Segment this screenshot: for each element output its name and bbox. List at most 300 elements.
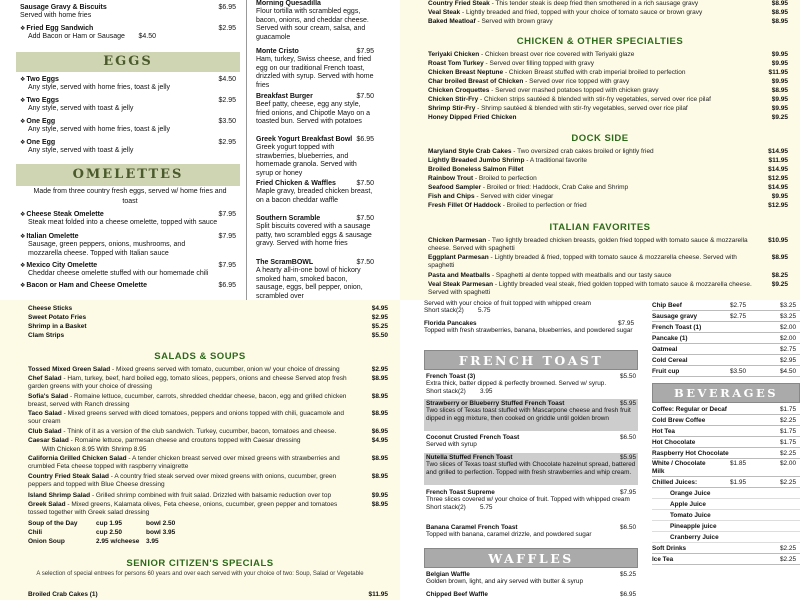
item-price: $5.50 <box>620 373 636 380</box>
item-desc: Flour tortilla with scrambled eggs, bacon, onions, and cheddar cheese. Served with sour cream, salsa, and guacamole <box>256 8 369 41</box>
item-name: Raspberry Hot Chocolate <box>652 450 729 457</box>
item-price: $7.95 <box>218 262 236 269</box>
diamond-icon: ❖ <box>20 119 26 125</box>
waffles-banner: WAFFLES <box>424 548 638 568</box>
item-desc: Split biscuits covered with a sausage patty, two scrambled eggs & sausage gravy. Served with home fries <box>256 223 372 248</box>
item-price-large: $3.25 <box>780 302 796 309</box>
beverage-row <box>652 554 800 565</box>
menu-item <box>28 323 388 331</box>
soup-name: Onion Soup <box>28 538 65 545</box>
menu-item <box>428 96 788 104</box>
short-stack-label: Short stack(2) <box>426 387 466 395</box>
item-name: Chicken Parmesan <box>428 237 487 244</box>
menu-item <box>28 305 388 313</box>
item-price: $8.95 <box>371 455 388 462</box>
soup-bowl: bowl 3.95 <box>146 529 176 536</box>
item-extra-price: $4.50 <box>138 33 157 41</box>
menu-item <box>424 524 638 539</box>
menu-item <box>28 366 388 374</box>
item-name: Teriyaki Chicken <box>428 51 480 58</box>
menu-item <box>428 9 788 17</box>
short-stack-label: Short stack(2) <box>424 307 464 315</box>
menu-item <box>28 591 388 599</box>
menu-item <box>256 180 374 205</box>
item-name: Italian Omelette <box>26 233 79 240</box>
item-name: Chilled Juices: <box>652 479 698 486</box>
item-name: Greek Yogurt Breakfast Bowl <box>256 136 353 143</box>
beverage-row <box>652 543 800 554</box>
item-price: $6.50 <box>620 524 636 531</box>
juice-item: Tomato Juice <box>652 510 800 521</box>
item-name: Taco Salad <box>28 410 62 417</box>
item-price: $8.95 <box>771 87 788 94</box>
item-price: $6.95 <box>371 428 388 435</box>
item-name: Fish and Chips <box>428 193 475 200</box>
item-name: Fresh Fillet Of Haddock <box>428 202 501 209</box>
soup-name: Chili <box>28 529 43 536</box>
item-desc: Any style, served with toast & jelly <box>28 147 134 155</box>
side-row <box>652 366 800 377</box>
item-desc: - Mixed greens served with diced tomatoes, peppers and onions topped with chili, guacamole and sour cream <box>28 410 345 425</box>
item-desc: - Spaghetti al dente topped with meatballs and our tasty sauce <box>490 272 672 279</box>
item-price: $7.50 <box>356 259 374 266</box>
item-name: Chicken Stir-Fry <box>428 96 479 103</box>
soup-row <box>28 529 388 537</box>
item-name: One Egg <box>26 139 56 146</box>
item-desc: - Served over mashed potatoes topped with chicken gravy <box>489 87 659 94</box>
item-price: $9.25 <box>771 281 788 288</box>
menu-item <box>424 373 638 395</box>
item-price: $4.50 <box>218 76 236 83</box>
item-name: Sofia's Salad <box>28 393 69 400</box>
item-name: French Toast (3) <box>426 373 476 380</box>
menu-item <box>20 262 236 279</box>
short-stack-price: 5.75 <box>480 503 493 511</box>
item-price: $5.25 <box>620 571 636 578</box>
item-name: Banana Caramel French Toast <box>426 524 518 531</box>
menu-item <box>28 455 388 470</box>
menu-item <box>20 282 236 290</box>
item-price-large: $1.75 <box>780 428 796 435</box>
item-desc: Two slices of Texas toast stuffed with Mascarpone cheese and fresh fruit dipped in egg mixture, then cooked on griddle until golden brown <box>426 407 631 422</box>
item-desc: Maple gravy, breaded chicken breast, on a bacon cheddar waffle <box>256 188 373 204</box>
item-name: Coffee: Regular or Decaf <box>652 406 727 413</box>
side-row <box>652 355 800 366</box>
item-price: $8.95 <box>371 410 388 417</box>
item-desc: - Romaine lettuce, cucumber, carrots, shredded cheddar cheese, bacon, egg and grilled chicken breast, served with Ranch dressing <box>28 393 347 408</box>
item-price: $5.95 <box>620 454 636 461</box>
item-name: Monte Cristo <box>256 48 299 55</box>
item-price: $5.25 <box>371 323 388 330</box>
item-price: $7.95 <box>218 233 236 240</box>
beverage-row <box>652 437 800 448</box>
item-desc: Sausage, green peppers, onions, mushrooms, and mozzarella cheese. Topped with Italian sauce <box>28 241 186 257</box>
soup-bowl: 3.95 <box>146 538 159 545</box>
menu-item <box>28 437 388 445</box>
menu-item <box>428 175 788 183</box>
menu-item <box>428 87 788 95</box>
item-price: $6.95 <box>218 282 236 289</box>
menu-item <box>28 332 388 340</box>
soup-row <box>28 520 388 528</box>
item-name: White / Chocolate <box>652 460 706 467</box>
item-name: Florida Pancakes <box>424 320 477 327</box>
item-desc: Any style, served with home fries, toast & jelly <box>28 84 170 92</box>
item-name: Sausage Gravy & Biscuits <box>20 4 107 11</box>
item-desc: Steak meat folded into a cheese omelette, topped with sauce <box>28 219 218 227</box>
menu-item <box>424 434 638 449</box>
item-desc: - A country fried steak served over mixed greens with onions, cucumber, green peppers and topped with Blue Cheese dressing <box>28 473 337 488</box>
item-name: Breakfast Burger <box>256 93 313 100</box>
item-desc: - Two lightly breaded chicken breasts, golden fried topped with tomato sauce & mozzarella cheese. Served with spaghetti <box>428 237 748 252</box>
item-name: Hot Chocolate <box>652 439 696 446</box>
diamond-icon: ❖ <box>20 212 26 218</box>
side-row <box>652 322 800 333</box>
item-name: Fried Egg Sandwich <box>26 25 94 32</box>
item-price: $8.25 <box>771 272 788 279</box>
item-desc: - A traditional favorite <box>524 157 587 164</box>
item-name: Pancake (1) <box>652 335 688 342</box>
dock-side-heading: DOCK SIDE <box>571 133 629 144</box>
soup-cup: 2.95 w/cheese <box>96 538 140 545</box>
item-desc: - A tender chicken breast served over mixed greens with strawberries and crumbled Feta cheese topped with raspberry vinaigrette <box>28 455 340 470</box>
side-row <box>652 344 800 355</box>
menu-item <box>428 78 788 86</box>
menu-item <box>428 193 788 201</box>
item-price: $8.95 <box>771 9 788 16</box>
item-name: Strawberry or Blueberry Stuffed French Toast <box>426 400 565 407</box>
item-price: $3.50 <box>218 118 236 125</box>
item-price-large: $2.00 <box>780 324 796 331</box>
item-price: $8.95 <box>371 473 388 480</box>
item-price-large: $2.25 <box>780 545 796 552</box>
item-price: $8.95 <box>771 254 788 261</box>
juice-item: Cranberry Juice <box>652 532 800 543</box>
item-price: $4.95 <box>371 437 388 444</box>
soup-cup: cup 1.95 <box>96 520 123 527</box>
pancake-top-text <box>424 300 634 315</box>
chicken-heading: CHICKEN & OTHER SPECIALTIES <box>516 36 684 47</box>
item-name: Pasta and Meatballs <box>428 272 491 279</box>
short-stack <box>426 504 636 511</box>
item-name: Shrimp Stir-Fry <box>428 105 476 112</box>
short-stack-label: Short stack(2) <box>426 503 466 511</box>
diamond-icon: ❖ <box>20 283 26 289</box>
menu-item <box>28 410 388 425</box>
item-desc: Served with your choice of fruit topped with whipped cream <box>424 300 591 307</box>
item-desc: - Served with cider vinegar <box>474 193 554 200</box>
item-name: Seafood Sampler <box>428 184 482 191</box>
item-desc: - Mixed greens served with tomato, cucumber, onion w/ your choice of dressing <box>110 366 340 373</box>
menu-item <box>20 233 236 258</box>
item-name: Cold Cereal <box>652 357 688 364</box>
item-name: Chef Salad <box>28 375 62 382</box>
item-price: $8.95 <box>371 501 388 508</box>
item-desc: Extra thick, batter dipped & perfectly browned. Served w/ syrup. <box>426 380 607 388</box>
item-price-large: $2.00 <box>780 460 796 467</box>
item-desc: - Served over rice topped with gravy <box>523 78 630 85</box>
item-name: Morning Quesadilla <box>256 0 321 7</box>
item-desc: - Chicken strips sautéed & blended with stir-fry vegetables, served over rice pilaf <box>478 96 711 103</box>
item-desc: - Ham, turkey, beef, hard boiled egg, tomato slices, peppers, onions and cheese Served atop fresh garden greens with your choice of dressing <box>28 375 347 390</box>
item-price: $2.95 <box>218 97 236 104</box>
short-stack-price: 5.75 <box>478 307 491 315</box>
item-price-large: $4.50 <box>780 368 796 375</box>
item-name: Veal Steak Parmesan <box>428 281 494 288</box>
menu-item <box>28 501 388 516</box>
item-price-large: $2.25 <box>780 450 796 457</box>
menu-item <box>428 69 788 77</box>
dinner-panel <box>400 0 800 300</box>
breakfast-panel <box>0 0 400 300</box>
item-price: $9.95 <box>771 193 788 200</box>
item-price: $14.95 <box>768 166 788 173</box>
item-name: Chicken Breast Neptune <box>428 69 504 76</box>
item-price: $7.50 <box>356 180 374 187</box>
item-price: $9.95 <box>771 51 788 58</box>
item-name: Island Shrimp Salad <box>28 492 91 499</box>
menu-item <box>428 184 788 192</box>
item-name: Two Eggs <box>26 76 59 83</box>
item-name: Broiled Boneless Salmon Fillet <box>428 166 524 173</box>
item-price: $14.95 <box>768 148 788 155</box>
item-price-small: $1.85 <box>730 460 746 467</box>
menu-item <box>20 118 236 135</box>
item-price: $11.95 <box>368 591 388 598</box>
diamond-icon: ❖ <box>20 26 26 32</box>
item-name: Roast Tom Turkey <box>428 60 484 67</box>
item-name: Maryland Style Crab Cakes <box>428 148 512 155</box>
item-desc: Beef patty, cheese, egg any style, fried onions, and Chipotle Mayo on a toasted bun. Served with potatoes <box>256 101 371 126</box>
menu-item <box>424 453 638 485</box>
menu-item <box>256 259 374 300</box>
diamond-icon: ❖ <box>20 263 26 269</box>
item-desc: - Think of it as a version of the club sandwich. Turkey, cucumber, bacon, tomatoes and cheese. <box>61 428 337 435</box>
item-price: $10.95 <box>768 237 788 244</box>
item-name: French Toast Supreme <box>426 489 495 496</box>
item-desc: Topped with fresh strawberries, banana, blueberries, and powdered sugar <box>424 327 633 335</box>
menu-item <box>428 60 788 68</box>
short-stack-price: 3.95 <box>480 387 493 395</box>
item-name: Broiled Crab Cakes (1) <box>28 591 98 598</box>
item-name: Chipped Beef Waffle <box>426 591 488 598</box>
item-name: One Egg <box>26 118 56 125</box>
item-name: Bacon or Ham and Cheese Omelette <box>26 282 147 289</box>
item-price: $12.95 <box>768 175 788 182</box>
item-desc-text: Add Bacon or Ham or Sausage <box>28 33 125 41</box>
item-name: Cheese Steak Omelette <box>26 211 104 218</box>
item-name: French Toast (1) <box>652 324 702 331</box>
menu-item <box>428 18 788 26</box>
item-desc: Ham, turkey, Swiss cheese, and fried egg on our traditional French toast, drizzled with syrup. Served with home fries <box>256 56 374 89</box>
item-desc: A hearty all-in-one bowl of hickory smoked ham, smoked bacon, sausage, eggs, bell pepper, onion, scrambled over <box>256 267 363 300</box>
menu-item <box>424 489 638 511</box>
item-price-small: $2.75 <box>730 313 746 320</box>
menu-item <box>428 237 788 252</box>
menu-item <box>428 114 788 122</box>
item-price: $7.50 <box>356 215 374 222</box>
item-name: Country Fried Steak Salad <box>28 473 109 480</box>
diamond-icon: ❖ <box>20 234 26 240</box>
menu-item <box>424 320 634 335</box>
item-desc: - Broiled to perfection <box>473 175 537 182</box>
soup-cup: cup 2.50 <box>96 529 123 536</box>
beverages-banner: BEVERAGES <box>652 383 800 403</box>
item-name: Veal Steak <box>428 9 461 16</box>
item-price-small: $1.95 <box>730 479 746 486</box>
item-name: Mexico City Omelette <box>26 262 98 269</box>
item-desc: - Shrimp sautéed & blended with stir-fry vegetables, served over rice pilaf <box>475 105 688 112</box>
item-name: Ice Tea <box>652 556 674 563</box>
item-price: $5.50 <box>371 332 388 339</box>
item-price: $5.95 <box>620 400 636 407</box>
side-row <box>652 311 800 322</box>
side-row <box>652 333 800 344</box>
item-price: $9.95 <box>771 60 788 67</box>
menu-item <box>20 97 236 114</box>
beverage-row <box>652 404 800 415</box>
item-name: Country Fried Steak <box>428 0 490 7</box>
item-desc: Served with home fries <box>20 12 92 20</box>
menu-item <box>28 314 388 322</box>
item-name: Caesar Salad <box>28 437 69 444</box>
soup-bowl: bowl 2.50 <box>146 520 176 527</box>
menu-item <box>20 25 236 42</box>
item-price: $8.95 <box>371 375 388 382</box>
item-name: Clam Strips <box>28 332 65 339</box>
caesar-options: With Chicken 8.95 With Shrimp 8.95 <box>42 446 147 453</box>
menu-item <box>28 492 388 500</box>
menu-item <box>20 139 236 156</box>
diamond-icon: ❖ <box>20 98 26 104</box>
item-desc: - Lightly breaded & fried, topped with tomato sauce & mozzarella cheese. Served with spaghetti <box>428 254 737 269</box>
item-desc: - Served over filling topped with gravy <box>483 60 594 67</box>
menu-item <box>256 48 374 90</box>
item-price: $9.25 <box>771 114 788 121</box>
diamond-icon: ❖ <box>20 140 26 146</box>
item-price: $7.50 <box>356 93 374 100</box>
item-price-small: $2.75 <box>730 302 746 309</box>
item-desc: - Broiled to perfection or fried <box>500 202 587 209</box>
beverage-row <box>652 477 800 488</box>
menu-item <box>20 4 236 21</box>
item-name: Hot Tea <box>652 428 675 435</box>
item-name: Two Eggs <box>26 97 59 104</box>
item-price-large: $3.25 <box>780 313 796 320</box>
menu-item <box>428 272 788 280</box>
item-name: Tossed Mixed Green Salad <box>28 366 111 373</box>
item-price: $2.95 <box>371 366 388 373</box>
item-price: $11.95 <box>768 69 788 76</box>
item-price-small: $3.50 <box>730 368 746 375</box>
item-desc: - Chicken Breast stuffed with crab imperial broiled to perfection <box>503 69 686 76</box>
item-desc: Topped with banana, caramel drizzle, and powdered sugar <box>426 531 592 539</box>
item-desc: - Two oversized crab cakes broiled or lightly fried <box>511 148 654 155</box>
item-desc: Greek yogurt topped with strawberries, blueberries, and homemade granola. Served with syrup or honey <box>256 144 357 177</box>
item-name: California Grilled Chicken Salad <box>28 455 127 462</box>
menu-item <box>424 399 638 431</box>
french-toast-banner: FRENCH TOAST <box>424 350 638 370</box>
item-desc: - Mixed greens, Kalamata olives, Feta cheese, onions, cucumber, green pepper and tomatoes tossed together with Greek salad dressing <box>28 501 338 516</box>
item-price: $8.95 <box>771 18 788 25</box>
salads-heading: SALADS & SOUPS <box>154 351 246 362</box>
item-desc: Cheddar cheese omelette stuffed with our homemade chili <box>28 270 209 278</box>
item-name: Oatmeal <box>652 346 678 353</box>
item-name: Sweet Potato Fries <box>28 314 87 321</box>
item-price-large: $2.25 <box>780 556 796 563</box>
menu-item <box>428 148 788 156</box>
item-name: Char broiled Breast of Chicken <box>428 78 524 85</box>
item-desc: - Lightly breaded and fried, topped with your choice of tomato sauce or brown gravy <box>460 9 703 16</box>
item-price: $2.95 <box>218 25 236 32</box>
item-desc: - Lightly breaded veal steak, fried golden topped with tomato sauce & mozzarella cheese. Served with spaghetti <box>428 281 752 296</box>
beverage-row <box>652 459 800 477</box>
omelettes-note: Made from three country fresh eggs, served w/ home fries and toast <box>33 188 227 205</box>
item-desc: Served with syrup <box>426 441 477 449</box>
juice-item: Orange Juice <box>652 488 800 499</box>
item-name: Sausage gravy <box>652 313 698 320</box>
item-name: Chip Beef <box>652 302 682 309</box>
item-name: Rainbow Trout <box>428 175 474 182</box>
item-name: Cold Brew Coffee <box>652 417 706 424</box>
menu-item <box>428 0 788 8</box>
item-desc: - Romaine lettuce, parmesan cheese and croutons topped with Caesar dressing <box>68 437 301 444</box>
item-name: Fried Chicken & Waffles <box>256 180 336 187</box>
menu-item <box>256 0 374 42</box>
salads-panel <box>0 300 400 600</box>
item-desc: - Chicken breast over rice covered with Teriyaki glaze <box>479 51 635 58</box>
item-price-large: $2.75 <box>780 346 796 353</box>
item-price-large: $2.25 <box>780 479 796 486</box>
item-price: $6.95 <box>218 4 236 11</box>
short-stack <box>424 307 634 314</box>
menu-item <box>20 211 236 228</box>
menu-item <box>424 571 638 586</box>
menu-item <box>28 473 388 488</box>
diamond-icon: ❖ <box>20 77 26 83</box>
item-desc: - This tender steak is deep fried then smothered in a rich sausage gravy <box>489 0 699 7</box>
juice-item: Apple Juice <box>652 499 800 510</box>
column-divider <box>246 0 247 300</box>
menu-item <box>20 76 236 93</box>
item-desc: Three slices covered w/ your choice of fruit. Topped with whipped cream <box>426 496 630 504</box>
item-name: Baked Meatloaf <box>428 18 476 25</box>
beverage-row <box>652 415 800 426</box>
item-desc <box>20 33 236 41</box>
item-desc: - Broiled or fried: Haddock, Crab Cake and Shrimp <box>481 184 629 191</box>
menu-item <box>428 166 788 174</box>
item-name: Chicken Croquettes <box>428 87 490 94</box>
item-desc: Any style, served with home fries, toast & jelly <box>28 126 170 134</box>
item-name: Club Salad <box>28 428 62 435</box>
item-price: $9.95 <box>771 105 788 112</box>
menu-item <box>424 591 638 598</box>
item-price-large: $2.00 <box>780 335 796 342</box>
menu-item <box>428 157 788 165</box>
soup-row <box>28 538 388 546</box>
item-name: Nutella Stuffed French Toast <box>426 454 513 461</box>
item-price: $7.95 <box>618 320 634 327</box>
item-price-large: $2.95 <box>780 357 796 364</box>
item-desc: Two slices of Texas toast stuffed with Chocolate hazelnut spread, battered and grilled to perfection. Topped with fresh strawberries and whip cream. <box>426 461 636 476</box>
item-price: $6.50 <box>620 434 636 441</box>
italian-heading: ITALIAN FAVORITES <box>549 222 651 233</box>
pancakes-panel <box>400 300 800 600</box>
item-price: $14.95 <box>768 184 788 191</box>
menu-item <box>256 136 374 178</box>
item-price: $11.95 <box>768 157 788 164</box>
item-price: $9.95 <box>371 492 388 499</box>
